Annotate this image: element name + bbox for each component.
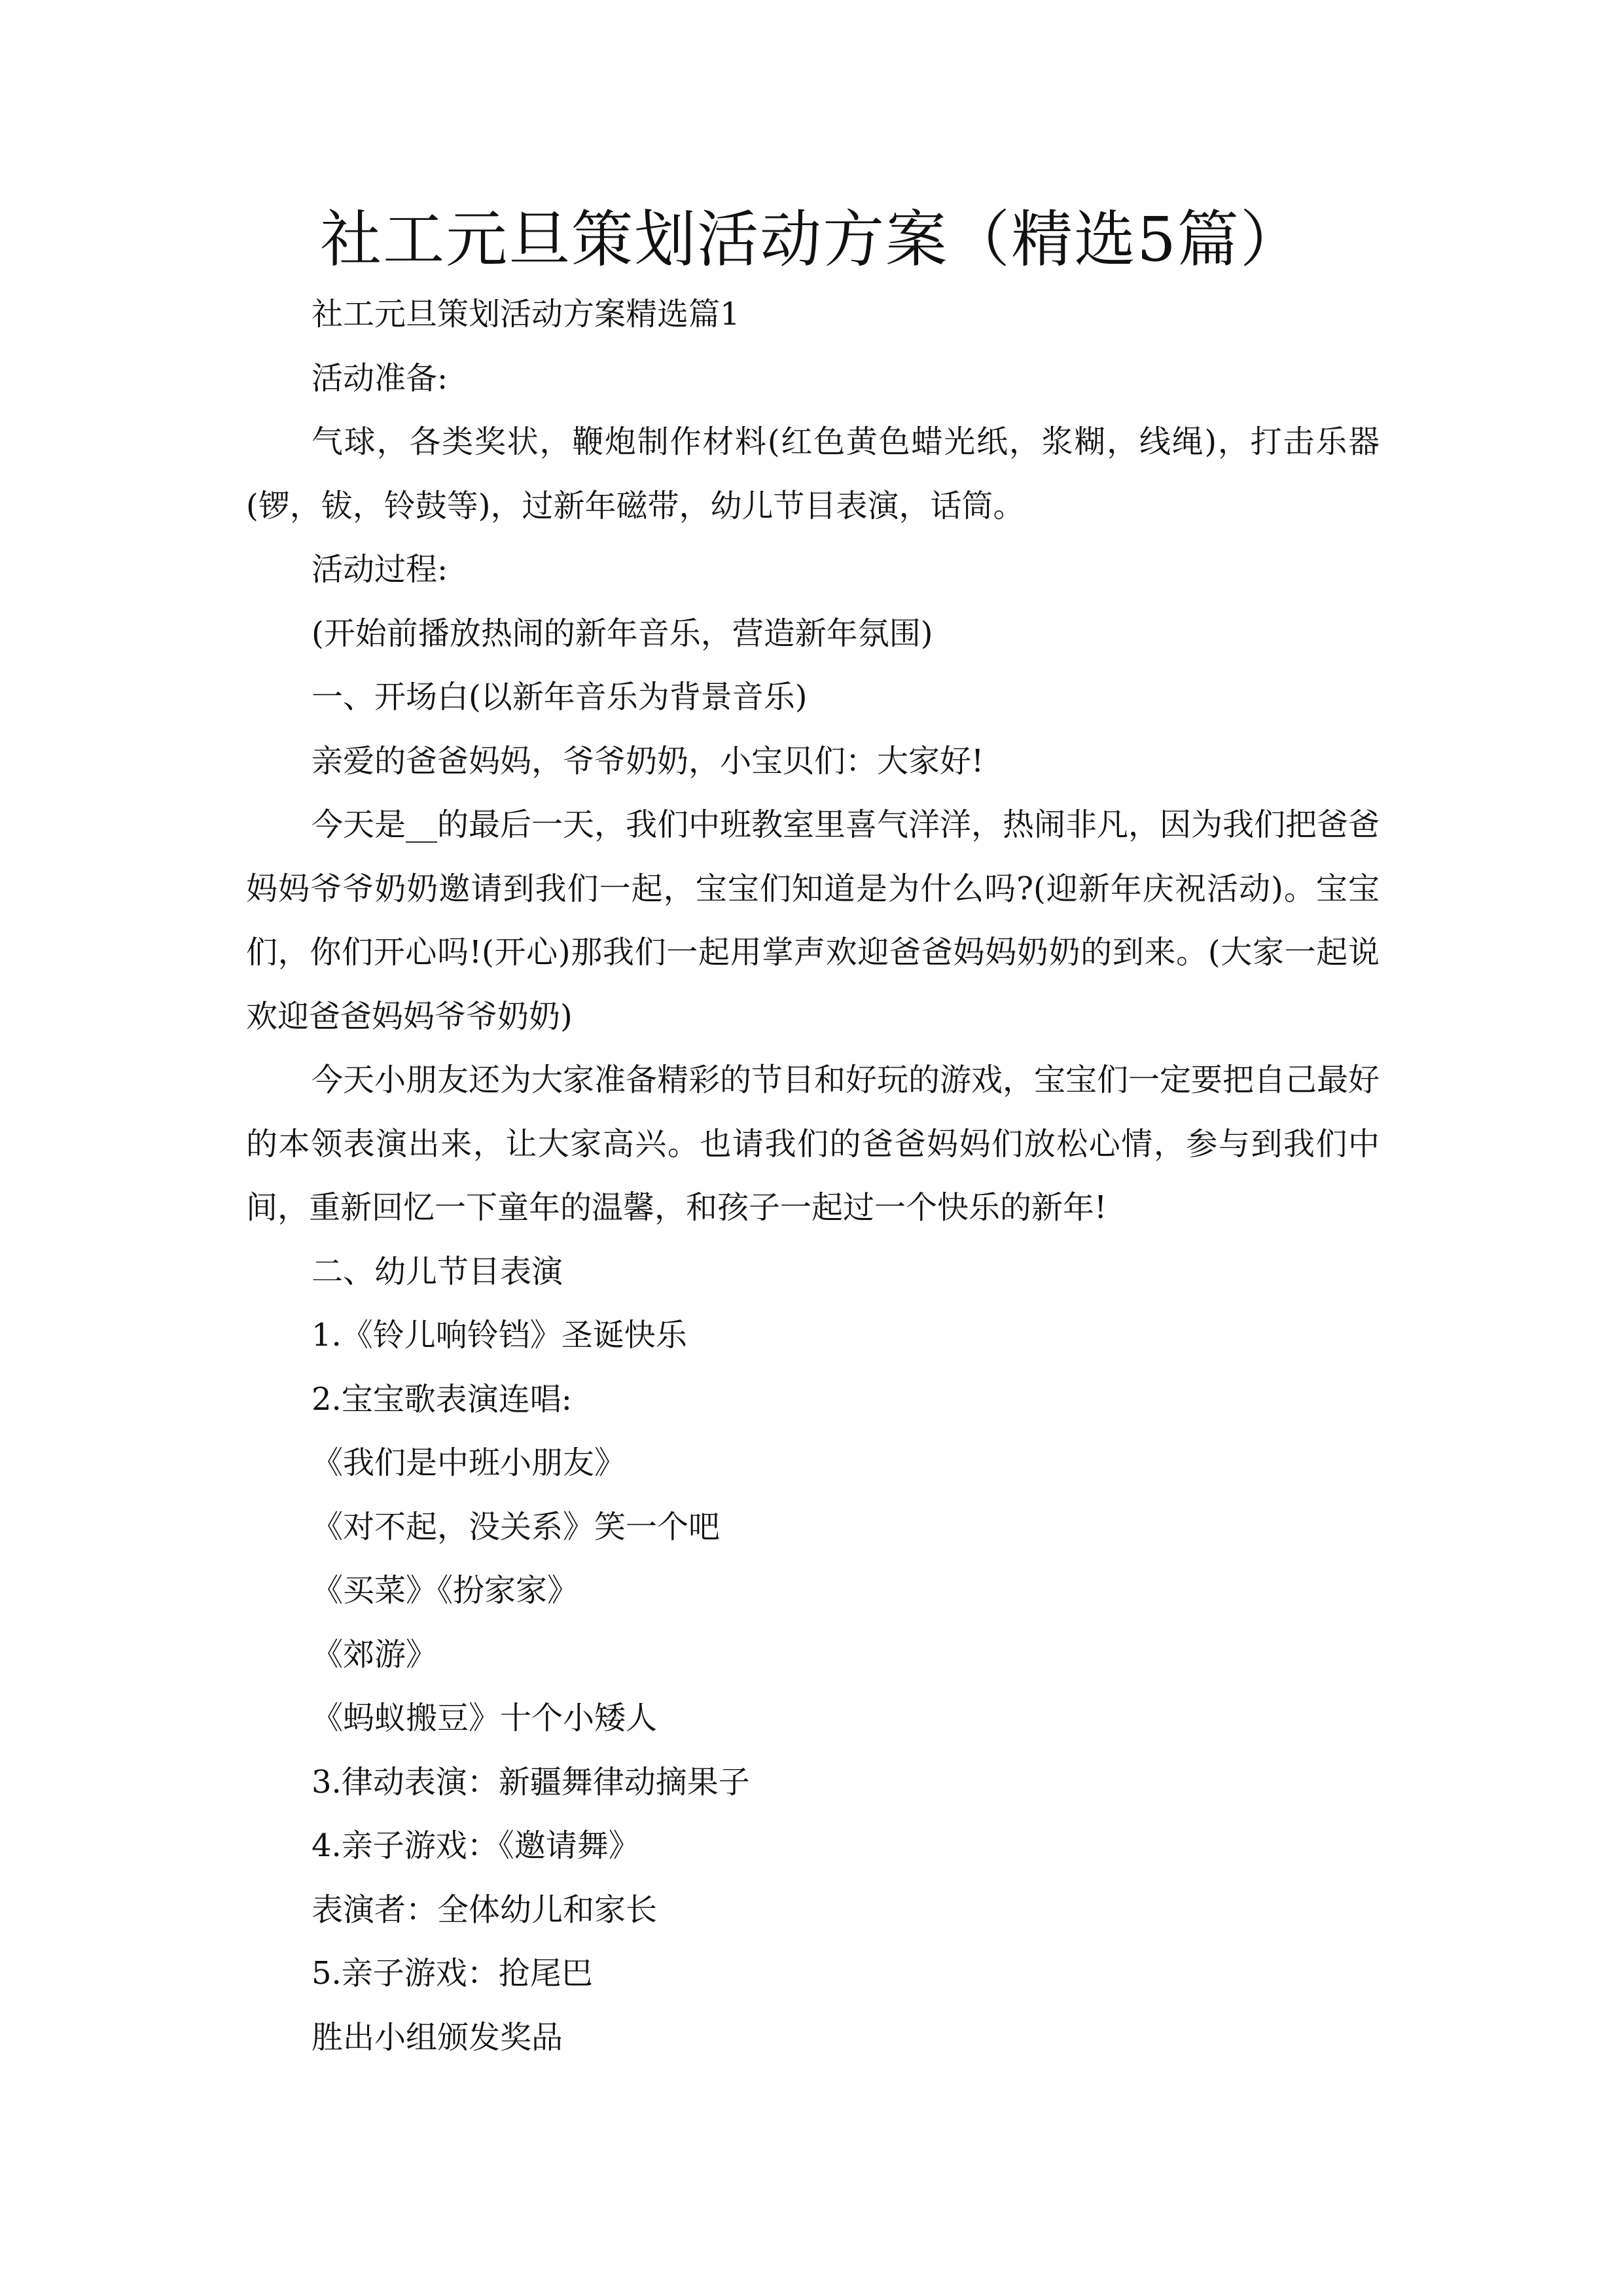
list-item: 《蚂蚁搬豆》十个小矮人	[312, 1700, 658, 1736]
paragraph: (开始前播放热闹的新年音乐，营造新年氛围)	[312, 615, 933, 652]
paragraph: 亲爱的爸爸妈妈，爷爷奶奶，小宝贝们：大家好!	[312, 742, 984, 780]
list-item: 《我们是中班小朋友》	[312, 1444, 626, 1481]
paragraph: 二、幼儿节目表演	[312, 1253, 563, 1290]
paragraph: 今天小朋友还为大家准备精彩的节目和好玩的游戏，宝宝们一定要把自己最好的本领表演出来，让大家高兴。也请我们的爸爸妈妈们放松心情，参与到我们中间，重新回忆一下童年的温馨，和孩子一起过一个快乐的新年!	[246, 1062, 1380, 1226]
list-item: 胜出小组颁发奖品	[312, 2018, 563, 2056]
document-body	[246, 283, 1380, 2070]
list-item: 3.律动表演：新疆舞律动摘果子	[312, 1763, 750, 1801]
list-item: 1.《铃儿响铃铛》圣诞快乐	[312, 1317, 687, 1354]
document-title: 社工元旦策划活动方案（精选5篇）	[320, 204, 1303, 276]
list-item: 2.宝宝歌表演连唱:	[312, 1380, 572, 1418]
list-item: 5.亲子游戏：抢尾巴	[312, 1955, 593, 1992]
section-heading: 社工元旦策划活动方案精选篇1	[312, 296, 740, 332]
list-item: 《郊游》	[312, 1636, 438, 1673]
paragraph: 活动过程:	[312, 551, 448, 588]
paragraph: 气球，各类奖状，鞭炮制作材料(红色黄色蜡光纸，浆糊，线绳)，打击乐器(锣，钹，铃鼓等)，过新年磁带，幼儿节目表演，话筒。	[246, 423, 1380, 524]
paragraph: 活动准备:	[312, 359, 448, 397]
list-item: 《对不起，没关系》笑一个吧	[312, 1508, 721, 1545]
paragraph: 今天是__的最后一天，我们中班教室里喜气洋洋，热闹非凡，因为我们把爸爸妈妈爷爷奶奶邀请到我们一起，宝宝们知道是为什么吗?(迎新年庆祝活动)。宝宝们，你们开心吗!(开心)那我们一起用掌声欢迎爸爸妈妈奶奶的到来。(大家一起说欢迎爸爸妈妈爷爷奶奶)	[246, 806, 1380, 1035]
paragraph: 一、开场白(以新年音乐为背景音乐)	[312, 679, 808, 715]
list-item: 《买菜》《扮家家》	[312, 1572, 579, 1609]
list-item: 4.亲子游戏：《邀请舞》	[312, 1827, 640, 1864]
list-item: 表演者：全体幼儿和家长	[312, 1891, 658, 1928]
